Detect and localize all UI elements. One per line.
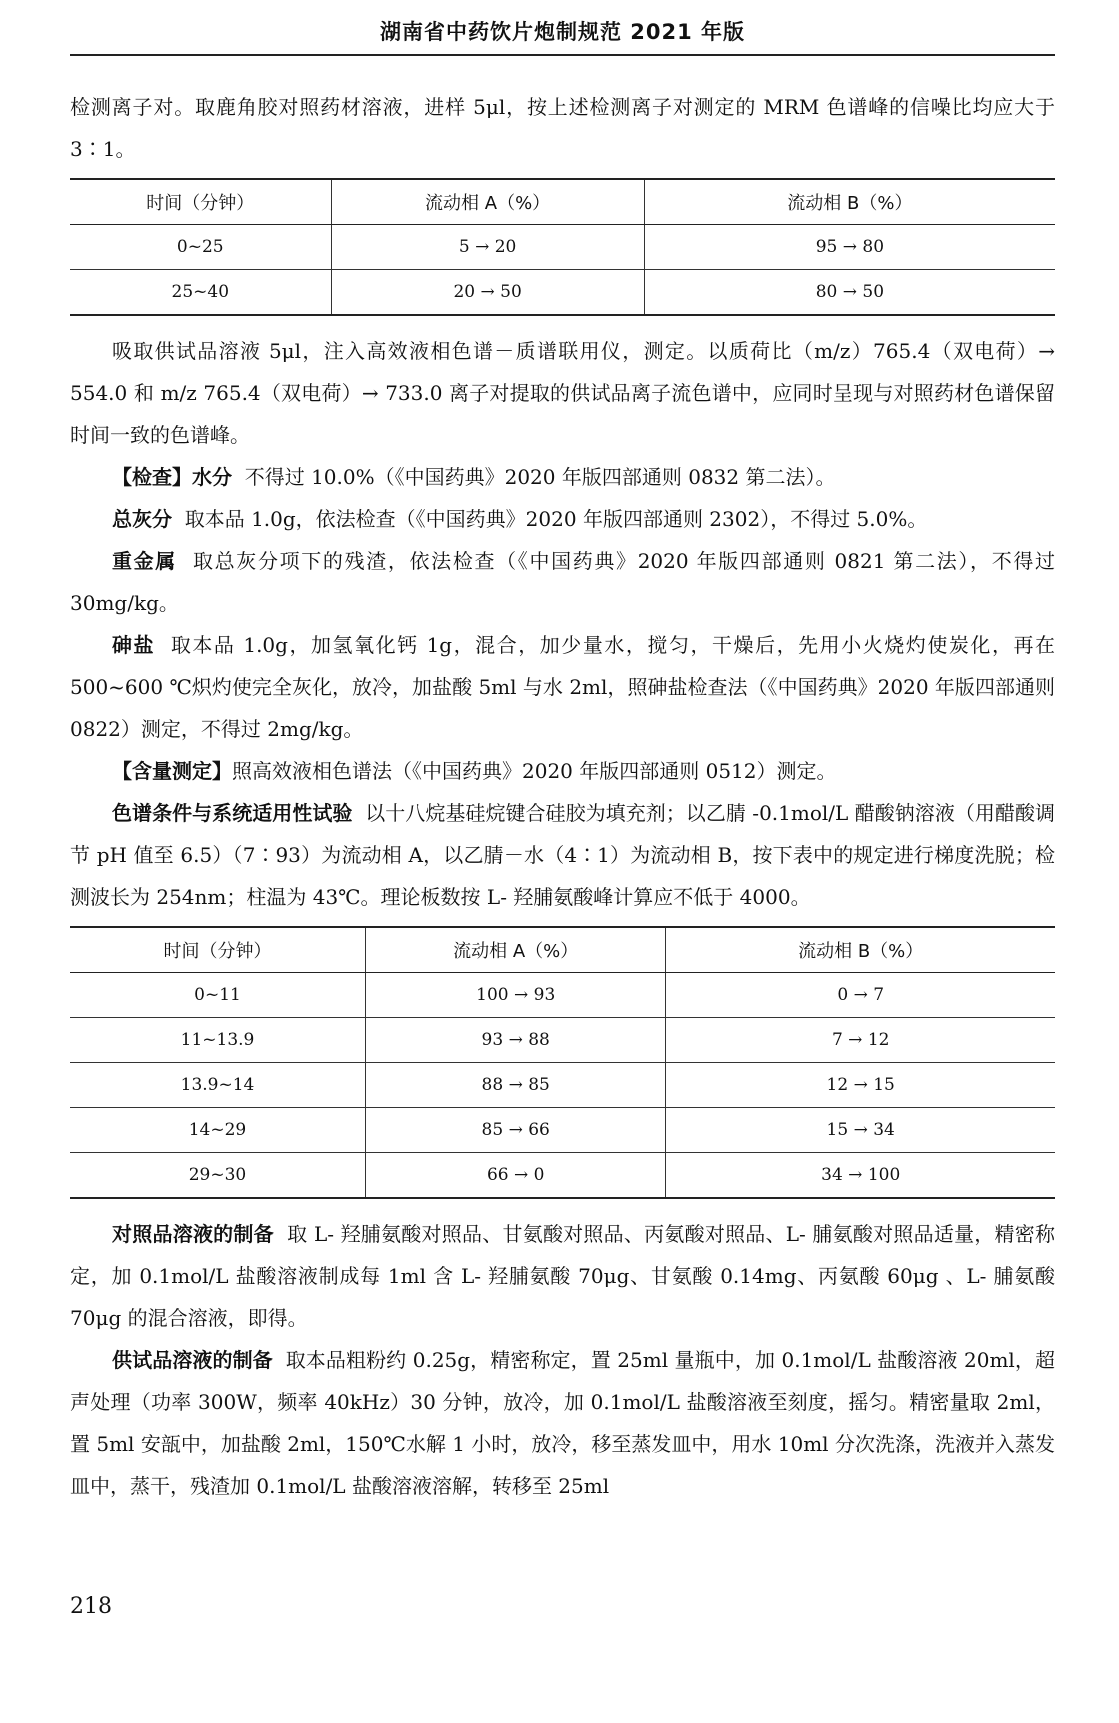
heading-sample-solution: 供试品溶液的制备	[112, 1348, 273, 1372]
gradient-table-1	[70, 178, 1055, 316]
section-heading-assay: 【含量测定】	[112, 759, 232, 783]
table-cell: 80 → 50	[644, 270, 1055, 316]
document-page	[70, 0, 1055, 1507]
sample-solution-text: 取本品粗粉约 0.25g，精密称定，置 25ml 量瓶中，加 0.1mol/L 盐酸溶液 20ml，超声处理（功率 300W，频率 40kHz）30 分钟，放冷，加 0.1mol/L 盐酸溶液至刻度，摇匀。精密量取 2ml，置 5ml 安瓿中，加盐酸 2ml，150℃水解 1 小时，放冷，移至蒸发皿中，用水 10ml 分次洗涤，洗液并入蒸发皿中，蒸干，残渣加 0.1mol/L 盐酸溶液溶解，转移至 25ml	[70, 1348, 1056, 1498]
heading-heavy-metal: 重金属	[112, 549, 177, 573]
paragraph-heavy-metal	[70, 540, 1055, 624]
arsenic-text: 取本品 1.0g，加氢氧化钙 1g，混合，加少量水，搅匀，干燥后，先用小火烧灼使炭化，再在 500~600 ℃炽灼使完全灰化，放冷，加盐酸 5ml 与水 2ml，照砷盐检查法（《中国药典》2020 年版四部通则 0822）测定，不得过 2mg/kg。	[70, 633, 1056, 741]
table-cell: 7 → 12	[666, 1018, 1055, 1063]
heading-chromatography: 色谱条件与系统适用性试验	[112, 801, 353, 825]
table-header-row	[70, 179, 1055, 225]
table-cell: 100 → 93	[366, 973, 666, 1018]
paragraph-ms-measurement: 吸取供试品溶液 5μl，注入高效液相色谱－质谱联用仪，测定。以质荷比（m/z）765.4（双电荷）→ 554.0 和 m/z 765.4（双电荷）→ 733.0 离子对提取的供试品离子流色谱中，应同时呈现与对照药材色谱保留时间一致的色谱峰。	[70, 339, 1055, 447]
table-cell: 11~13.9	[70, 1018, 366, 1063]
paragraph-reference-solution	[70, 1213, 1055, 1339]
paragraph-chromatography	[70, 792, 1055, 918]
table-cell: 93 → 88	[366, 1018, 666, 1063]
heading-reference-solution: 对照品溶液的制备	[112, 1222, 274, 1246]
gradient-table-2	[70, 926, 1055, 1199]
column-header: 流动相 B（%）	[666, 927, 1055, 973]
table-row	[70, 225, 1055, 270]
table-cell: 15 → 34	[666, 1108, 1055, 1153]
section-heading-check: 【检查】水分	[112, 465, 232, 489]
table-cell: 29~30	[70, 1153, 366, 1199]
table-cell: 0 → 7	[666, 973, 1055, 1018]
table-cell: 13.9~14	[70, 1063, 366, 1108]
table-cell: 88 → 85	[366, 1063, 666, 1108]
table-cell: 85 → 66	[366, 1108, 666, 1153]
table-cell: 0~11	[70, 973, 366, 1018]
table-row	[70, 973, 1055, 1018]
reference-solution-text: 取 L- 羟脯氨酸对照品、甘氨酸对照品、丙氨酸对照品、L- 脯氨酸对照品适量，精密称定，加 0.1mol/L 盐酸溶液制成每 1ml 含 L- 羟脯氨酸 70μg、甘氨酸 0.14mg、丙氨酸 60μg 、L- 脯氨酸 70μg 的混合溶液，即得。	[70, 1222, 1056, 1330]
total-ash-text: 取本品 1.0g，依法检查（《中国药典》2020 年版四部通则 2302），不得过 5.0%。	[184, 507, 928, 531]
table-row	[70, 1018, 1055, 1063]
table-cell: 20 → 50	[331, 270, 644, 316]
table-cell: 12 → 15	[666, 1063, 1055, 1108]
assay-text: 照高效液相色谱法（《中国药典》2020 年版四部通则 0512）测定。	[232, 759, 837, 783]
table-cell: 0~25	[70, 225, 331, 270]
heavy-metal-text: 取总灰分项下的残渣，依法检查（《中国药典》2020 年版四部通则 0821 第二法），不得过 30mg/kg。	[70, 549, 1056, 615]
column-header: 流动相 B（%）	[644, 179, 1055, 225]
page-number: 218	[70, 1594, 112, 1619]
column-header: 流动相 A（%）	[366, 927, 666, 973]
column-header: 时间（分钟）	[70, 179, 331, 225]
table-cell: 95 → 80	[644, 225, 1055, 270]
table-row	[70, 270, 1055, 316]
chromatography-text: 以十八烷基硅烷键合硅胶为填充剂；以乙腈 -0.1mol/L 醋酸钠溶液（用醋酸调节 pH 值至 6.5）（7∶93）为流动相 A，以乙腈－水（4∶1）为流动相 B，按下表中的规定进行梯度洗脱；检测波长为 254nm；柱温为 43℃。理论板数按 L- 羟脯氨酸峰计算应不低于 4000。	[70, 801, 1056, 909]
column-header: 流动相 A（%）	[331, 179, 644, 225]
paragraph-moisture	[70, 456, 1055, 498]
running-header: 湖南省中药饮片炮制规范 2021 年版	[70, 16, 1055, 56]
paragraph-arsenic	[70, 624, 1055, 750]
paragraph-assay	[70, 750, 1055, 792]
moisture-text: 不得过 10.0%（《中国药典》2020 年版四部通则 0832 第二法）。	[244, 465, 836, 489]
table-header-row	[70, 927, 1055, 973]
paragraph-detection-ions: 检测离子对。取鹿角胶对照药材溶液，进样 5μl，按上述检测离子对测定的 MRM 色谱峰的信噪比均应大于 3∶1。	[70, 95, 1055, 161]
table-row	[70, 1063, 1055, 1108]
table-cell: 66 → 0	[366, 1153, 666, 1199]
table-cell: 14~29	[70, 1108, 366, 1153]
table-cell: 25~40	[70, 270, 331, 316]
heading-arsenic: 砷盐	[112, 633, 156, 657]
paragraph-total-ash	[70, 498, 1055, 540]
table-row	[70, 1108, 1055, 1153]
table-cell: 5 → 20	[331, 225, 644, 270]
column-header: 时间（分钟）	[70, 927, 366, 973]
paragraph-sample-solution	[70, 1339, 1055, 1507]
table-cell: 34 → 100	[666, 1153, 1055, 1199]
table-row	[70, 1153, 1055, 1199]
heading-total-ash: 总灰分	[112, 507, 172, 531]
